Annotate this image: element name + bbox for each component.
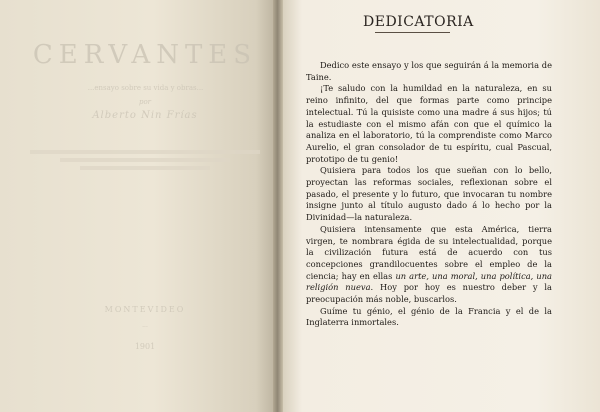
paragraph-4-after: . Hoy por hoy es nuestro deber y la preocupación más noble, buscarlos. <box>306 282 552 305</box>
page-heading: DEDICATORIA <box>363 14 474 30</box>
paragraph-4-italic: un arte, una moral, una política, una religión nueva <box>306 270 552 293</box>
ghost-city: MONTEVIDEO <box>104 305 186 314</box>
ghost-por: por <box>138 98 152 106</box>
ghost-subtitle: ...ensayo sobre su vida y obras... <box>87 84 204 92</box>
paragraph-5: Guíme tu génio, el génio de la Francia y el de la Inglaterra inmortales. <box>306 305 552 328</box>
ghost-block <box>80 166 210 170</box>
paragraph-3: Quisiera para todos los que sueñan con lo bello, proyectan las reformas sociales, reflexionan sobre el pasado, el presente y lo futuro, que invocaran tu nombre insigne junto al título augusto dado á lo hecho por la Divinidad—la naturaleza. <box>306 165 552 223</box>
dedication-text <box>306 60 552 329</box>
paragraph-2: ¡Te saludo con la humildad en la naturaleza, en su reino infinito, del que formas parte como principe intelectual. Tú la quisiste como una madre á sus hijos; tú la estudiaste con el mismo afán con que el químico la analiza en el laboratorio, tú la comprendiste como Marco Aurelio, el gran consolador de tu espíritu, cual Pascual, prototipo de tu genio! <box>306 83 552 164</box>
ghost-year: 1901 <box>134 342 156 351</box>
paragraph-4-before: Quisiera intensamente que esta América, tierra virgen, te nombrara égida de su intelectualidad, porque la civilización futura está de acuerdo con tus concepciones grandilocuentes sobre el empleo de la ciencia; hay en ellas <box>306 223 552 281</box>
left-page <box>0 0 278 412</box>
ghost-block <box>30 150 260 154</box>
heading-underline <box>375 32 450 33</box>
ghost-block <box>60 158 230 162</box>
paragraph-1: Dedico este ensayo y los que seguirán á la memoria de Taine. <box>306 60 552 82</box>
ghost-printer: ... <box>142 322 148 329</box>
book-gutter <box>273 0 283 412</box>
paragraph-4 <box>306 224 552 306</box>
ghost-title: CERVANTES <box>32 40 258 70</box>
ghost-author: Alberto Nin Frías <box>92 110 198 121</box>
